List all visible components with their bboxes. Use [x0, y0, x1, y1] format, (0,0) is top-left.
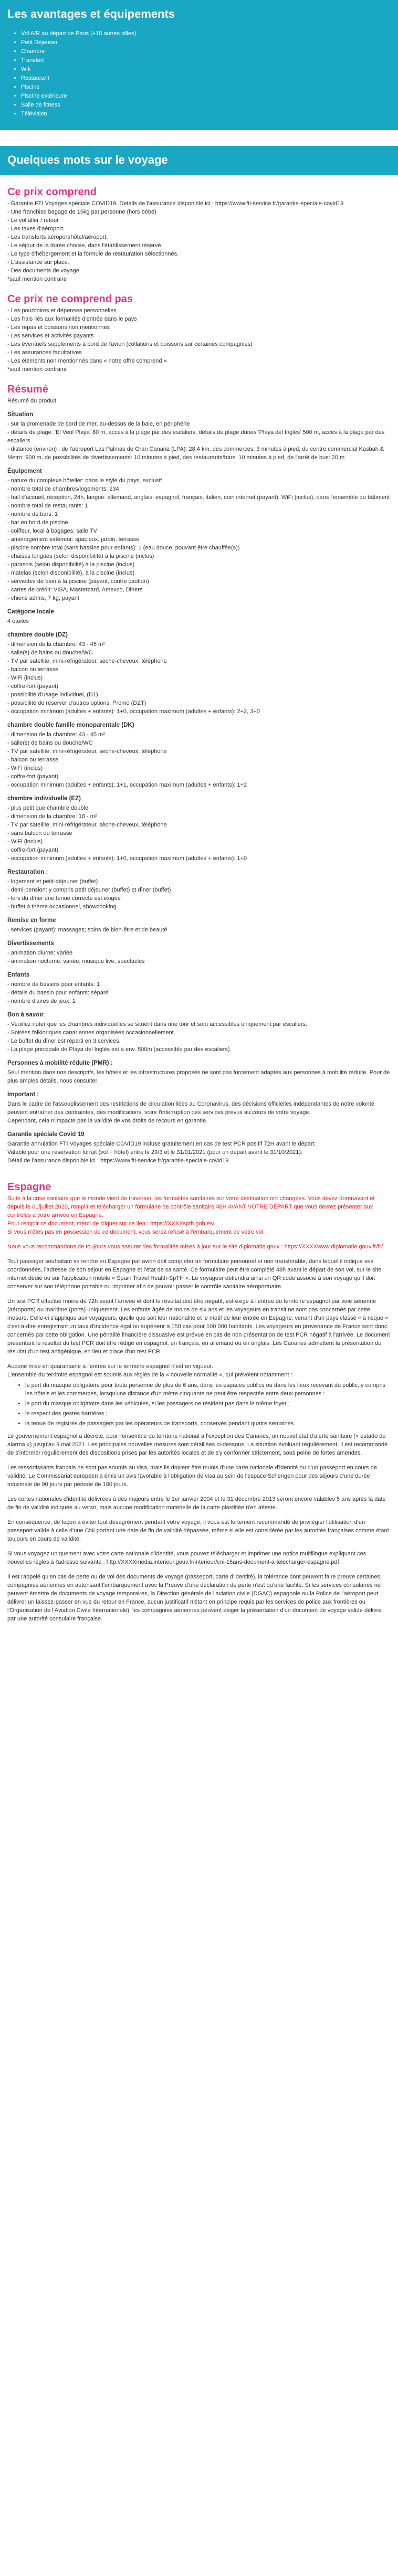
text-line: - WiFi (inclus) [7, 839, 43, 845]
text-line: Garantie annulation FTI Voyages spéciale COVID19 incluse gratuitement en cas de test PCR positif 72H avant le départ. [7, 1141, 316, 1147]
text-line: - services (payant): massages; soins de bien-être et de beauté [7, 927, 167, 933]
text-line: - Les éléments non mentionnés dans « notre offre comprend » [7, 358, 167, 364]
reduced-mobility-list [7, 1068, 391, 1085]
text-line: - détails du bassin pour enfants: séparé [7, 990, 109, 996]
text-line: - dimension de la chambre: 18 - m² [7, 813, 97, 820]
text-line: - animation nocturne: variée; musique live, spectacles [7, 958, 145, 964]
text-line: - nombre total de restaurants: 1 [7, 503, 88, 509]
spain-title: Espagne [7, 1181, 51, 1193]
hotel-category-value: 4 étoiles [7, 618, 29, 624]
text-line: - coffre-fort (payant) [7, 683, 58, 690]
text-line: - sur la promenade de bord de mer, au-dessus de la baie, en périphérie [7, 421, 190, 427]
covid-list [7, 1140, 391, 1165]
text-line: - chiens admis, 7 kg, payant [7, 595, 79, 601]
text-line: - occupation minimum (adultes + enfants): 1+0, occupation maximum (adultes + enfants): 2+2, 3+0 [7, 708, 260, 715]
text-line: - animation diurne: variée [7, 950, 73, 956]
text-line: - cartes de crédit: VISA, Mastercard, Amexco, Diners [7, 587, 143, 593]
text-line: - TV par satellite, mini-réfrigérateur, sèche-cheveux, téléphone [7, 822, 167, 828]
spain-paragraph-4: L'ensemble du territoire espagnol est soumis aux règles de la « nouvelle normalité », qui prévoient notamment : [7, 1372, 292, 1378]
situation-list [7, 420, 391, 462]
text-line: - salle(s) de bains ou douche/WC [7, 740, 93, 746]
text-line: - Les pourboires et dépenses personnelles [7, 308, 117, 314]
text-line: - Le type d'hébergement et la formule de restauration sélectionnés. [7, 251, 179, 257]
spain-paragraph-2: Un test PCR effectué moins de 72h avant l'arrivée et dont le résultat doit être négatif, est exigé à l'entrée du territoire espagnol par voie aérienne (aéroports) ou maritime (ports) uniquement. Les enfants âgés de moins de six ans et les voyageurs en transit ne sont pas concernés par cette mesure. Celle-ci s'applique aux voyageurs, quelle que soit leur nationalité et le motif de leur entrée en Espagne, venant d'un pays classé « à risque » c'est-à-dire enregistrant un taux d'incidence égal ou supérieur à 150 cas pour 100 000 habitants. Les voyageurs en provenance de France sont donc concernés par cette obligation. Une pénalité financière dissuasive est prévue en cas de non présentation de test PCR négatif à l'arrivée. Le document présentant le résultat du test PCR doit être rédigé en espagnol, en français, en allemand ou en anglais. Les Canaries admettent la présentation du résultat d'un test antigénique, en lieu et place d'un test PCR. [7, 1298, 392, 1355]
text-line: - Les transferts aéroport/hôtel/aéroport. [7, 234, 108, 240]
text-line: - Les frais liés aux formalités d'entrée dans le pays [7, 316, 137, 322]
text-line: - possibilité de réserver d'autres options: Promo (DZT) [7, 700, 146, 706]
text-line: - TV par satellite, mini-réfrigérateur, sèche-cheveux, téléphone [7, 658, 167, 664]
advantage-item: • Chambre [21, 47, 391, 56]
advantage-item: • Piscine [21, 83, 391, 92]
text-line: - WiFi (inclus) [7, 675, 43, 681]
restaurant-title: Restauration : [7, 869, 48, 875]
price-included-list [7, 199, 391, 283]
spain-rule-item: • le port du masque obligatoire dans les véhicules, si les passagers ne résident pas dans le même foyer ; [25, 1400, 391, 1408]
text-line: - Les services et activités payants [7, 333, 94, 339]
spain-alert-4: Nous vous recommandons de toujours vous assurer des formalités mises à jour sur le site diplomatie.gouv : https://XXXXwww.diplomatie.gouv.fr/fr/ [7, 1244, 383, 1250]
children-title: Enfants [7, 972, 30, 978]
price-included-title: Ce prix comprend [7, 186, 97, 198]
text-line: - balcon ou terrasse [7, 666, 59, 673]
text-line: - Les taxes d'aéroport. [7, 226, 65, 232]
text-line: - détails de plage: 'El Veril Playa' 80 m, accès à la plage par des escaliers, détails de plage dunes 'Playa del Inglés' 500 m, accès à la plage par des escaliers [7, 429, 386, 444]
advantages-title: Les avantages et équipements [0, 0, 398, 29]
text-line: - occupation minimum (adultes + enfants): 1+0, occupation maximum (adultes + enfants): 1+0 [7, 855, 247, 862]
text-line: - Les assurances facultatives [7, 349, 82, 356]
room-double-list [7, 640, 391, 716]
text-line: - TV par satellite, mini-réfrigérateur, sèche-cheveux, téléphone [7, 748, 167, 755]
situation-title: Situation [7, 411, 34, 418]
text-line: - hall d'accueil, réception, 24h, langue: allemand, anglais, espagnol, français, italien, coin internet (payant), WiFi (inclus), dans l'ensemble du bâtiment [7, 494, 390, 501]
important-list [7, 1100, 391, 1125]
text-line: - distance (environ) : de l'aéroport Las Palmas de Gran Canaria (LPA): 28,4 km, des commerces: 3 minutes à pied, du centre commercial Kasbah & Metro: 900 m, de possibilités de divertissements: 10 minutes à pied, des restaurants/bars: 10 minutes à pied, de l'arrêt de bus: 20 m [7, 446, 386, 461]
entertainment-list [7, 949, 391, 966]
summary-subtitle: Résumé du produit [7, 398, 56, 404]
text-line: - plus petit que chambre double [7, 805, 89, 811]
text-line: - Le vol aller / retour [7, 217, 59, 224]
advantage-item: • Wifi [21, 65, 391, 74]
room-double-family-title: chambre double famille monoparentale (DK) [7, 722, 134, 728]
text-line: - coffre-fort (payant) [7, 847, 58, 853]
advantage-item: • Vol A/R au départ de Paris (+15 autres villes) [21, 29, 391, 38]
text-line: - sans balcon ou terrasse [7, 830, 72, 836]
spain-rules-list [7, 1381, 391, 1428]
spain-rule-item: • le respect des gestes barrières ; [25, 1409, 391, 1418]
text-line: *sauf mention contraire [7, 276, 67, 282]
text-line: - Une franchise bagage de 15kg par personne (hors bébé) [7, 209, 156, 215]
room-double-title: chambre double (DZ) [7, 632, 68, 638]
advantage-item: • Télévision [21, 110, 391, 119]
text-line: - lors du dîner une tenue correcte est exigée [7, 895, 121, 902]
text-line: - Les repas et boissons non mentionnés [7, 324, 110, 331]
text-line: - Des documents de voyage. [7, 268, 81, 274]
advantage-item: • Salle de fitness [21, 101, 391, 110]
text-line: Seul mention dans nos descriptifs, les hôtels et les infrastructures proposés ne sont pas forcément adaptés aux personnes à mobilité réduite. Pour de plus amples détails, nous consulter. [7, 1069, 392, 1084]
text-line: - chaises longues (selon disponibilité) à la piscine (inclus) [7, 553, 154, 559]
spain-rule-item: • la tenue de registres de passagers par les opérateurs de transports, conservés pendant quatre semaines. [25, 1419, 391, 1428]
advantage-item: • Petit Déjeuner [21, 38, 391, 47]
advantages-section [0, 0, 398, 130]
text-line: - demi-pension: y compris petit déjeuner (buffet) et dîner (buffet) [7, 887, 171, 893]
text-line: *sauf mention contraire [7, 366, 67, 373]
covid-title: Garantie spéciale Covid 19 [7, 1131, 85, 1138]
spain-paragraph-10: Il est rappelé qu'en cas de perte ou de vol des documents de voyage (passeport, carte d'identité), la tolérance dont peuvent faire preuve certaines compagnies aériennes en autorisant l'embarquement avec la Preuve d'une déclaration de perte n'est qu'une facilité. Si les services consulaires ne peuvent émettre de documents de voyage temporaires, la Direction générale de l'aviation civile (DGAC) espagnole ou la Police de l'aéroport peut délivrer un laissez-passer en vue du retour en France, aucun justificatif n'étant en principe requis par les services de police aux frontières ou l'Organisation de l'Aviation Civile Internationale), les compagnies aériennes peuvent exiger la présentation d'un document de voyage valide délivré par une autorité consulaire française. [7, 1574, 383, 1622]
spain-rule-item: • le port du masque obligatoire pour toute personne de plus de 6 ans, dans les espaces publics ou dans les lieux recevant du public, y compris les hôtels et les commerces, lorsqu'une distance d'un mètre cinquante ne peut être respectée entre deux personnes ; [25, 1381, 391, 1398]
restaurant-list [7, 877, 391, 911]
spain-paragraph-1: Tout passager souhaitant se rendre en Espagne par avion doit compléter un formulaire personnel et non transférable, dans lequel il indique ses coordonnées, l'adresse de son séjour en Espagne et l'état de sa santé. Ce formulaire peut être complété 48h avant le départ de son vol, sur le site internet dédié ou sur l'application mobile « Spain Travel Health-SpTH ». Le voyageur obtiendra ainsi un QR code associé à son voyage qu'il doit conserver sur son téléphone portable ou imprimer afin de pouvoir passer le contrôle sanitaire aéroportuaire. [7, 1258, 383, 1290]
text-line: - nombre d'aires de jeux: 1 [7, 998, 76, 1004]
text-line: - balcon ou terrasse [7, 757, 59, 763]
text-line: - WiFi (inclus) [7, 765, 43, 771]
text-line: - Les éventuels suppléments à bord de l'avion (collations et boissons sur certaines compagnies) [7, 341, 253, 347]
entertainment-title: Divertissements [7, 940, 54, 947]
room-single-list [7, 804, 391, 863]
spain-alert-2: Pour remplir ce document, merci de cliquer sur ce lien : https://XXXXspth.gob.es/ [7, 1221, 215, 1227]
text-line: - nombre de bassins pour enfants: 1 [7, 981, 100, 988]
text-line: - bar en bord de piscine [7, 520, 68, 526]
text-line: Cependant, cela n'impacte pas la validité de vos droits de recours en garantie. [7, 1118, 208, 1124]
important-title: Important : [7, 1091, 39, 1098]
text-line: Dans le cadre de l'assouplissement des restrictions de circulation liées au Coronavirus, des décisions officielles indépendantes de notre volonté peuvent entraîner des contraintes, des modifications, voire l'interruption des services prévus au cours de votre voyage. [7, 1101, 376, 1116]
text-line: Valable pour une réservation forfait (vol + hôtel) entre le 29/3 et le 31/01/2021 (pour un départ avant le 31/10/2021). [7, 1149, 303, 1156]
equipment-list [7, 476, 391, 602]
text-line: - Le séjour de la durée choisie, dans l'établissement réservé. [7, 242, 163, 249]
children-list [7, 980, 391, 1005]
spain-paragraph-7: Les cartes nationales d'identité délivrées à des majeurs entre le 1er janvier 2004 et le 31 décembre 2013 seront encore valables 5 ans après la date de fin de validité indiquée au verso, mais aucune modification matérielle de la carte plastifiée n'en atteste. [7, 1496, 387, 1511]
text-line: - Le buffet du dîner est réparti en 3 services. [7, 1038, 121, 1044]
text-line: - L'assistance sur place. [7, 259, 69, 266]
text-line: - nature du complexe hôtelier: dans le style du pays, exclusif [7, 478, 162, 484]
advantage-item: • Piscine extérieure [21, 92, 391, 101]
text-line: - coiffeur, local à bagages, salle TV [7, 528, 97, 534]
hotel-category-title: Catégorie locale [7, 609, 54, 615]
spain-alert-1: Suite à la crise sanitaire que le monde vient de traverser, les formalités sanitaires sur votre destination ont changées. Vous devez dorénavant et depuis le 01/juillet 2020, remplir et télécharger un formulaire de contrôle sanitaire 48H AVANT VOTRE DÉPART que vous devrez présenter aux contrôles à votre arrivée en Espagne. [7, 1195, 376, 1218]
text-line: - dimension de la chambre: 43 - 45 m² [7, 641, 105, 648]
main-content [0, 175, 398, 1628]
goodtoknow-list [7, 1020, 391, 1054]
advantages-list [0, 29, 398, 130]
spain-alert-3: Si vous n'êtes pas en possession de ce document, vous serez refusé à l'embarquement de votre vol. [7, 1229, 265, 1235]
text-line: - buffet à thème occasionnel, showcooking [7, 904, 117, 910]
text-line: - La plage principale de Playa del Inglés est à env. 500m (accessible par des escaliers). [7, 1046, 232, 1053]
advantage-item: • Transfert [21, 56, 391, 65]
spain-paragraph-5: Le gouvernement espagnol a décrété, pour l'ensemble du territoire national à l'exception des Canaries, un nouvel état d'alerte sanitaire (« estado de alarma ») jusqu'au 9 mai 2021. Les principales nouvelles mesures sont détaillées ci-dessous. La situation évoluant régulièrement, il est recommandé de s'informer régulièrement des dispositions prises par les autorités locales et de s'y conformer strictement, sous peine de fortes amendes. [7, 1433, 390, 1456]
text-line: - dimension de la chambre: 43 - 45 m² [7, 732, 105, 738]
spain-paragraph-6: Les ressortissants français ne sont pas soumis au visa, mais ils doivent être munis d'une carte nationale d'identité ou d'un passeport en cours de validité. Le Commissariat européen a émis un avis favorable à l'obligation de visa au sein de l'espace Schengen pour des séjours d'une durée maximale de 90 jours par période de 180 jours. [7, 1465, 379, 1488]
text-line: - possibilité d'usage individuel, (D1) [7, 692, 98, 698]
reduced-mobility-title: Personnes à mobilité réduite (PMR) : [7, 1060, 113, 1066]
text-line: - parasols (selon disponibilité) à la piscine (inclus) [7, 561, 135, 568]
summary-title: Résumé [7, 384, 48, 395]
spain-paragraph-3: Aucune mise en quarantaine à l'entrée sur le territoire espagnol n'est en vigueur. [7, 1363, 213, 1370]
room-double-family-list [7, 730, 391, 789]
room-single-title: chambre individuelle (EZ) [7, 796, 81, 802]
text-line: - salle(s) de bains ou douche/WC [7, 650, 93, 656]
text-line: - nombre total de chambres/logements: 234 [7, 486, 119, 492]
wellness-list [7, 926, 391, 934]
spain-paragraph-8: En conséquence, de façon à éviter tout désagrément pendant votre voyage, il vous est fortement recommandé de privilégier l'utilisation d'un passeport valide à celle d'une CNI portant une date de fin de validité dépassée, même si elle est considérée par les autorités françaises comme étant toujours en cours de validité. [7, 1519, 391, 1542]
text-line: - Garantie FTI Voyages spéciale COVID19. Details de l'assurance disponible ici : https://www.fti-service.fr/garantie-speciale-covid19 [7, 200, 344, 207]
text-line: - matelas (selon disponibilité), à la piscine (inclus) [7, 570, 135, 576]
equipment-title: Équipement [7, 468, 42, 474]
text-line: - piscine nombre total (sans bassins pour enfants): 1 (eau douce, pouvant être chauffée(s)) [7, 545, 240, 551]
price-excluded-list [7, 306, 391, 374]
text-line: - coffre-fort (payant) [7, 773, 58, 780]
advantage-item: • Restaurant [21, 74, 391, 83]
text-line: - logement et petit-déjeuner (buffet) [7, 878, 98, 885]
price-excluded-title: Ce prix ne comprend pas [7, 293, 133, 305]
goodtoknow-title: Bon à savoir [7, 1012, 44, 1018]
text-line: - aménagement extérieur: spacieux, jardin, terrasse [7, 536, 140, 543]
text-line: - serviettes de bain à la piscine (payant, contre caution) [7, 578, 149, 585]
text-line: - occupation minimum (adultes + enfants): 1+1, occupation maximum (adultes + enfants): 1+2 [7, 782, 247, 788]
spain-paragraph-9: Si vous voyagez uniquement avec votre carte nationale d'identité, vous pouvez télécharger et imprimer une notice multilingue expliquant ces nouvelles règles à l'adresse suivante : http://XXXXmedia.interieur.gouv.fr/interieur/cni-15ans-document-a-telecharger-espagne.pdf. [7, 1551, 368, 1565]
text-line: - nombre de bars: 1 [7, 511, 58, 517]
wellness-title: Remise en forme [7, 917, 56, 924]
text-line: Détail de l'assurance disponible ici : https://www.fti-service.fr/garantie-speciale-covid19 [7, 1158, 229, 1164]
words-title: Quelques mots sur le voyage [0, 146, 398, 175]
text-line: - Veuillez noter que les chambres individuelles se situent dans une tour et sont accessibles uniquement par escaliers. [7, 1021, 308, 1027]
words-section [0, 146, 398, 175]
text-line: - Soirées folkloriques canariennes organisées occasionnellement. [7, 1030, 175, 1036]
